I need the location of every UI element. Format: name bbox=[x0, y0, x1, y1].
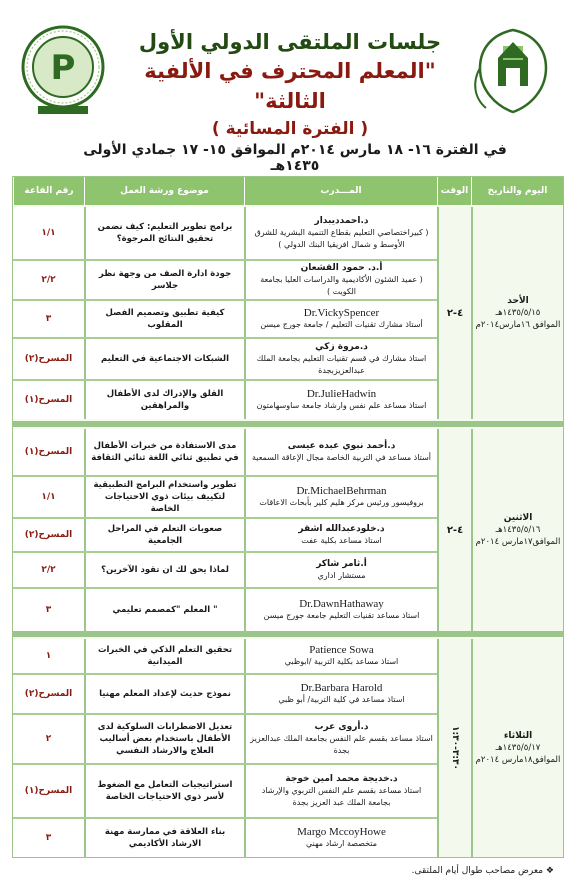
day-greg: الموافق١٨مارس ٢٠١٤م bbox=[475, 755, 561, 765]
svg-text:P: P bbox=[50, 48, 76, 88]
topic-cell: استراتيجيات التعامل مع الضغوط لأسر ذوي الاحتياجات الخاصة bbox=[84, 765, 244, 817]
time-value: ٣:٣٠-١:٣٠ bbox=[450, 726, 460, 770]
speaker-cell bbox=[244, 381, 437, 419]
title-line-3: ( الفترة المسائية ) bbox=[211, 119, 369, 139]
speaker-name: Dr.DawnHathaway bbox=[299, 598, 384, 610]
day-cell bbox=[471, 207, 563, 419]
room-cell: ٢/٢ bbox=[13, 261, 84, 299]
speaker-cell bbox=[244, 339, 437, 379]
speaker-cell bbox=[244, 675, 437, 713]
speaker-name: Dr.Barbara Harold bbox=[300, 682, 383, 694]
day-block-monday bbox=[13, 429, 563, 631]
speaker-details: استاذ مشارك في قسم تقنيات التعليم بجامعة الملك عبدالعزيزبجدة bbox=[256, 354, 427, 375]
speaker-details: أستاذ مساعد في التربية الخاصة مجال الإعاقة السمعية bbox=[251, 453, 432, 462]
table-row bbox=[13, 639, 437, 675]
day-cell bbox=[471, 639, 563, 857]
session-rows bbox=[13, 207, 437, 419]
room-cell: ٣ bbox=[13, 301, 84, 337]
room-cell: المسرح(١) bbox=[13, 381, 84, 419]
room-cell: ١/١ bbox=[13, 207, 84, 259]
topic-cell: برامج تطوير التعليم: كيف نضمن تحقيق النتائج المرجوة؟ bbox=[84, 207, 244, 259]
speaker-details: بروفيسور ورئيس مركز هليم كلير بأبحاث الاعاقات bbox=[259, 498, 424, 507]
table-row bbox=[13, 429, 437, 477]
room-cell: ٣ bbox=[13, 589, 84, 631]
header bbox=[0, 0, 570, 174]
topic-cell: بناء العلاقة في ممارسة مهنة الارشاد الأكاديمي bbox=[84, 819, 244, 857]
day-name: الثلاثاء bbox=[503, 731, 533, 741]
room-cell: ١/١ bbox=[13, 477, 84, 517]
footer-note: ❖ معرض مصاحب طوال أيام الملتقى. bbox=[411, 866, 554, 876]
speaker-name: د.أحمد نبوي عبده عيسى bbox=[287, 441, 396, 451]
speaker-name: Dr.MichaelBehrman bbox=[296, 485, 387, 497]
time-value: ٤-٢ bbox=[446, 307, 464, 319]
table-row bbox=[13, 589, 437, 631]
table-row bbox=[13, 715, 437, 765]
table-row bbox=[13, 553, 437, 589]
topic-cell: جودة ادارة الصف من وجهة نظر جلاسر bbox=[84, 261, 244, 299]
speaker-cell bbox=[244, 519, 437, 551]
time-cell bbox=[437, 429, 471, 631]
speaker-name: أ.ثامر شاكر bbox=[316, 559, 367, 569]
speaker-details: استاذ مساعد بكلية التربية /ابوظبي bbox=[284, 657, 399, 666]
speaker-cell bbox=[244, 477, 437, 517]
session-rows bbox=[13, 429, 437, 631]
room-cell: المسرح(٢) bbox=[13, 339, 84, 379]
topic-cell: الشبكات الاجتماعية في التعليم bbox=[84, 339, 244, 379]
speaker-name: د.خلودعبدالله اشقر bbox=[298, 524, 385, 534]
topic-cell: تحقيق التعلم الذكي في الخبرات الميدانية bbox=[84, 639, 244, 673]
speaker-details: استاذ مساعد علم نفس وارشاد جامعة ساوسهامتون bbox=[256, 401, 427, 410]
speaker-details: استاذ مساعد بقسم علم النفس التربوي والإرشاد بجامعة الملك عبد العزيز بجدة bbox=[261, 786, 422, 807]
speaker-name: أ.د. حمود القشعان bbox=[300, 263, 383, 273]
speaker-cell bbox=[244, 715, 437, 763]
table-row bbox=[13, 301, 437, 339]
table-row bbox=[13, 819, 437, 857]
room-cell: ٣ bbox=[13, 819, 84, 857]
day-block-sunday bbox=[13, 207, 563, 419]
speaker-name: Patience Sowa bbox=[309, 644, 374, 656]
speaker-cell bbox=[244, 765, 437, 817]
table-row bbox=[13, 207, 437, 261]
room-cell: ٢/٢ bbox=[13, 553, 84, 587]
header-room: رقم القاعة bbox=[13, 177, 84, 205]
speaker-name: د.مروة زكي bbox=[315, 342, 368, 352]
topic-cell: مدى الاستفادة من خبرات الأطفال في تطبيق ثنائي اللغة ثنائي الثقافة bbox=[84, 429, 244, 475]
time-value: ٤-٢ bbox=[446, 524, 464, 536]
day-name: الاثنين bbox=[503, 513, 533, 523]
table-header bbox=[13, 177, 563, 205]
room-cell: المسرح(١) bbox=[13, 429, 84, 475]
topic-cell: تعديل الاضطرابات السلوكية لدى الأطفال باستخدام بعض أساليب العلاج والارشاد النفسي bbox=[84, 715, 244, 763]
speaker-name: د.احمدديبدار bbox=[314, 216, 369, 226]
speaker-details: استاذ مساعد في كلية التربية/ أبو ظبي bbox=[278, 695, 405, 704]
room-cell: ١ bbox=[13, 639, 84, 673]
speaker-details: مستشار اداري bbox=[317, 571, 366, 580]
room-cell: المسرح(١) bbox=[13, 765, 84, 817]
title-block bbox=[120, 28, 460, 142]
topic-cell: نموذج حديث لإعداد المعلم مهنيا bbox=[84, 675, 244, 713]
day-separator bbox=[13, 631, 563, 637]
day-block-tuesday bbox=[13, 639, 563, 857]
speaker-name: Dr.JulieHadwin bbox=[306, 388, 377, 400]
table-row bbox=[13, 675, 437, 715]
room-cell: المسرح(٢) bbox=[13, 519, 84, 551]
speaker-cell bbox=[244, 589, 437, 631]
speaker-details: استاذ مساعد تقنيات التعليم جامعة جورج ميسن bbox=[263, 611, 420, 620]
forum-logo-icon bbox=[18, 22, 108, 117]
speaker-cell bbox=[244, 639, 437, 673]
header-topic: موضوع ورشة العمل bbox=[84, 177, 244, 205]
speaker-details: متخصصة ارشاد مهني bbox=[306, 839, 377, 848]
time-cell bbox=[437, 207, 471, 419]
speaker-cell bbox=[244, 553, 437, 587]
speaker-cell bbox=[244, 301, 437, 337]
day-name: الأحد bbox=[507, 296, 529, 306]
day-separator bbox=[13, 421, 563, 427]
day-hijri: ١٤٣٥/٥/١٦هـ bbox=[495, 525, 541, 535]
day-hijri: ١٤٣٥/٥/١٧هـ bbox=[495, 743, 541, 753]
speaker-cell bbox=[244, 429, 437, 475]
room-cell: المسرح(٢) bbox=[13, 675, 84, 713]
table-row bbox=[13, 261, 437, 301]
speaker-cell bbox=[244, 261, 437, 299]
header-time: الوقت bbox=[437, 177, 471, 205]
room-cell: ٢ bbox=[13, 715, 84, 763]
topic-cell: لماذا يحق لك ان تقود الآخرين؟ bbox=[84, 553, 244, 587]
university-logo-icon bbox=[468, 24, 558, 119]
topic-cell: صعوبات التعلم في المراحل الجامعية bbox=[84, 519, 244, 551]
speaker-details: استاذ مساعد بكلية عفت bbox=[301, 536, 382, 545]
speaker-details: ( كبيراختصاصي التعليم بقطاع التنمية البشرية للشرق الأوسط و شمال افريقيا البنك الدولي ) bbox=[254, 228, 429, 249]
topic-cell: كيفية تطبيق وتصميم الفصل المقلوب bbox=[84, 301, 244, 337]
topic-cell: تطوير واستخدام البرامج التطبيقية لتكييف بيئات ذوي الاحتياجات الخاصة bbox=[84, 477, 244, 517]
period-line: في الفترة ١٦- ١٨ مارس ٢٠١٤م الموافق ١٥- ١٧ جمادي الأولى ١٤٣٥هـ bbox=[83, 142, 507, 174]
title-line-1: جلسات الملتقى الدولي الأول bbox=[138, 30, 442, 54]
time-cell bbox=[437, 639, 471, 857]
table-row bbox=[13, 765, 437, 819]
day-greg: الموافق١٧مارس ٢٠١٤م bbox=[475, 537, 561, 547]
speaker-name: د.خديجة محمد امين خوجة bbox=[285, 774, 398, 784]
speaker-name: Dr.VickySpencer bbox=[303, 307, 380, 319]
session-rows bbox=[13, 639, 437, 857]
header-speaker: المـــدرب bbox=[244, 177, 437, 205]
topic-cell: " المعلم "كمصمم تعليمي bbox=[84, 589, 244, 631]
table-row bbox=[13, 339, 437, 381]
schedule-table bbox=[12, 176, 564, 858]
header-day: اليوم والتاريخ bbox=[471, 177, 563, 205]
title-line-2: "المعلم المحترف في الألفية الثالثة" bbox=[144, 59, 436, 113]
table-row bbox=[13, 519, 437, 553]
speaker-cell bbox=[244, 819, 437, 857]
table-row bbox=[13, 381, 437, 419]
speaker-cell bbox=[244, 207, 437, 259]
speaker-name: Margo MccoyHowe bbox=[297, 826, 386, 838]
day-greg: الموافق ١٦مارس٢٠١٤م bbox=[475, 320, 561, 330]
speaker-details: ( عميد الشئون الأكاديمية والدراسات العليا بجامعة الكويت ) bbox=[260, 275, 423, 296]
day-cell bbox=[471, 429, 563, 631]
day-hijri: ١٤٣٥/٥/١٥هـ bbox=[495, 308, 541, 318]
speaker-name: د.أروى عرب bbox=[314, 722, 369, 732]
speaker-details: استاذ مساعد بقسم علم النفس بجامعة الملك عبدالعزيز بجدة bbox=[250, 734, 433, 755]
speaker-details: أستاذ مشارك تقنيات التعليم / جامعة جورج ميسن bbox=[260, 320, 423, 329]
table-row bbox=[13, 477, 437, 519]
topic-cell: القلق والإدراك لدى الأطفال والمراهقين bbox=[84, 381, 244, 419]
